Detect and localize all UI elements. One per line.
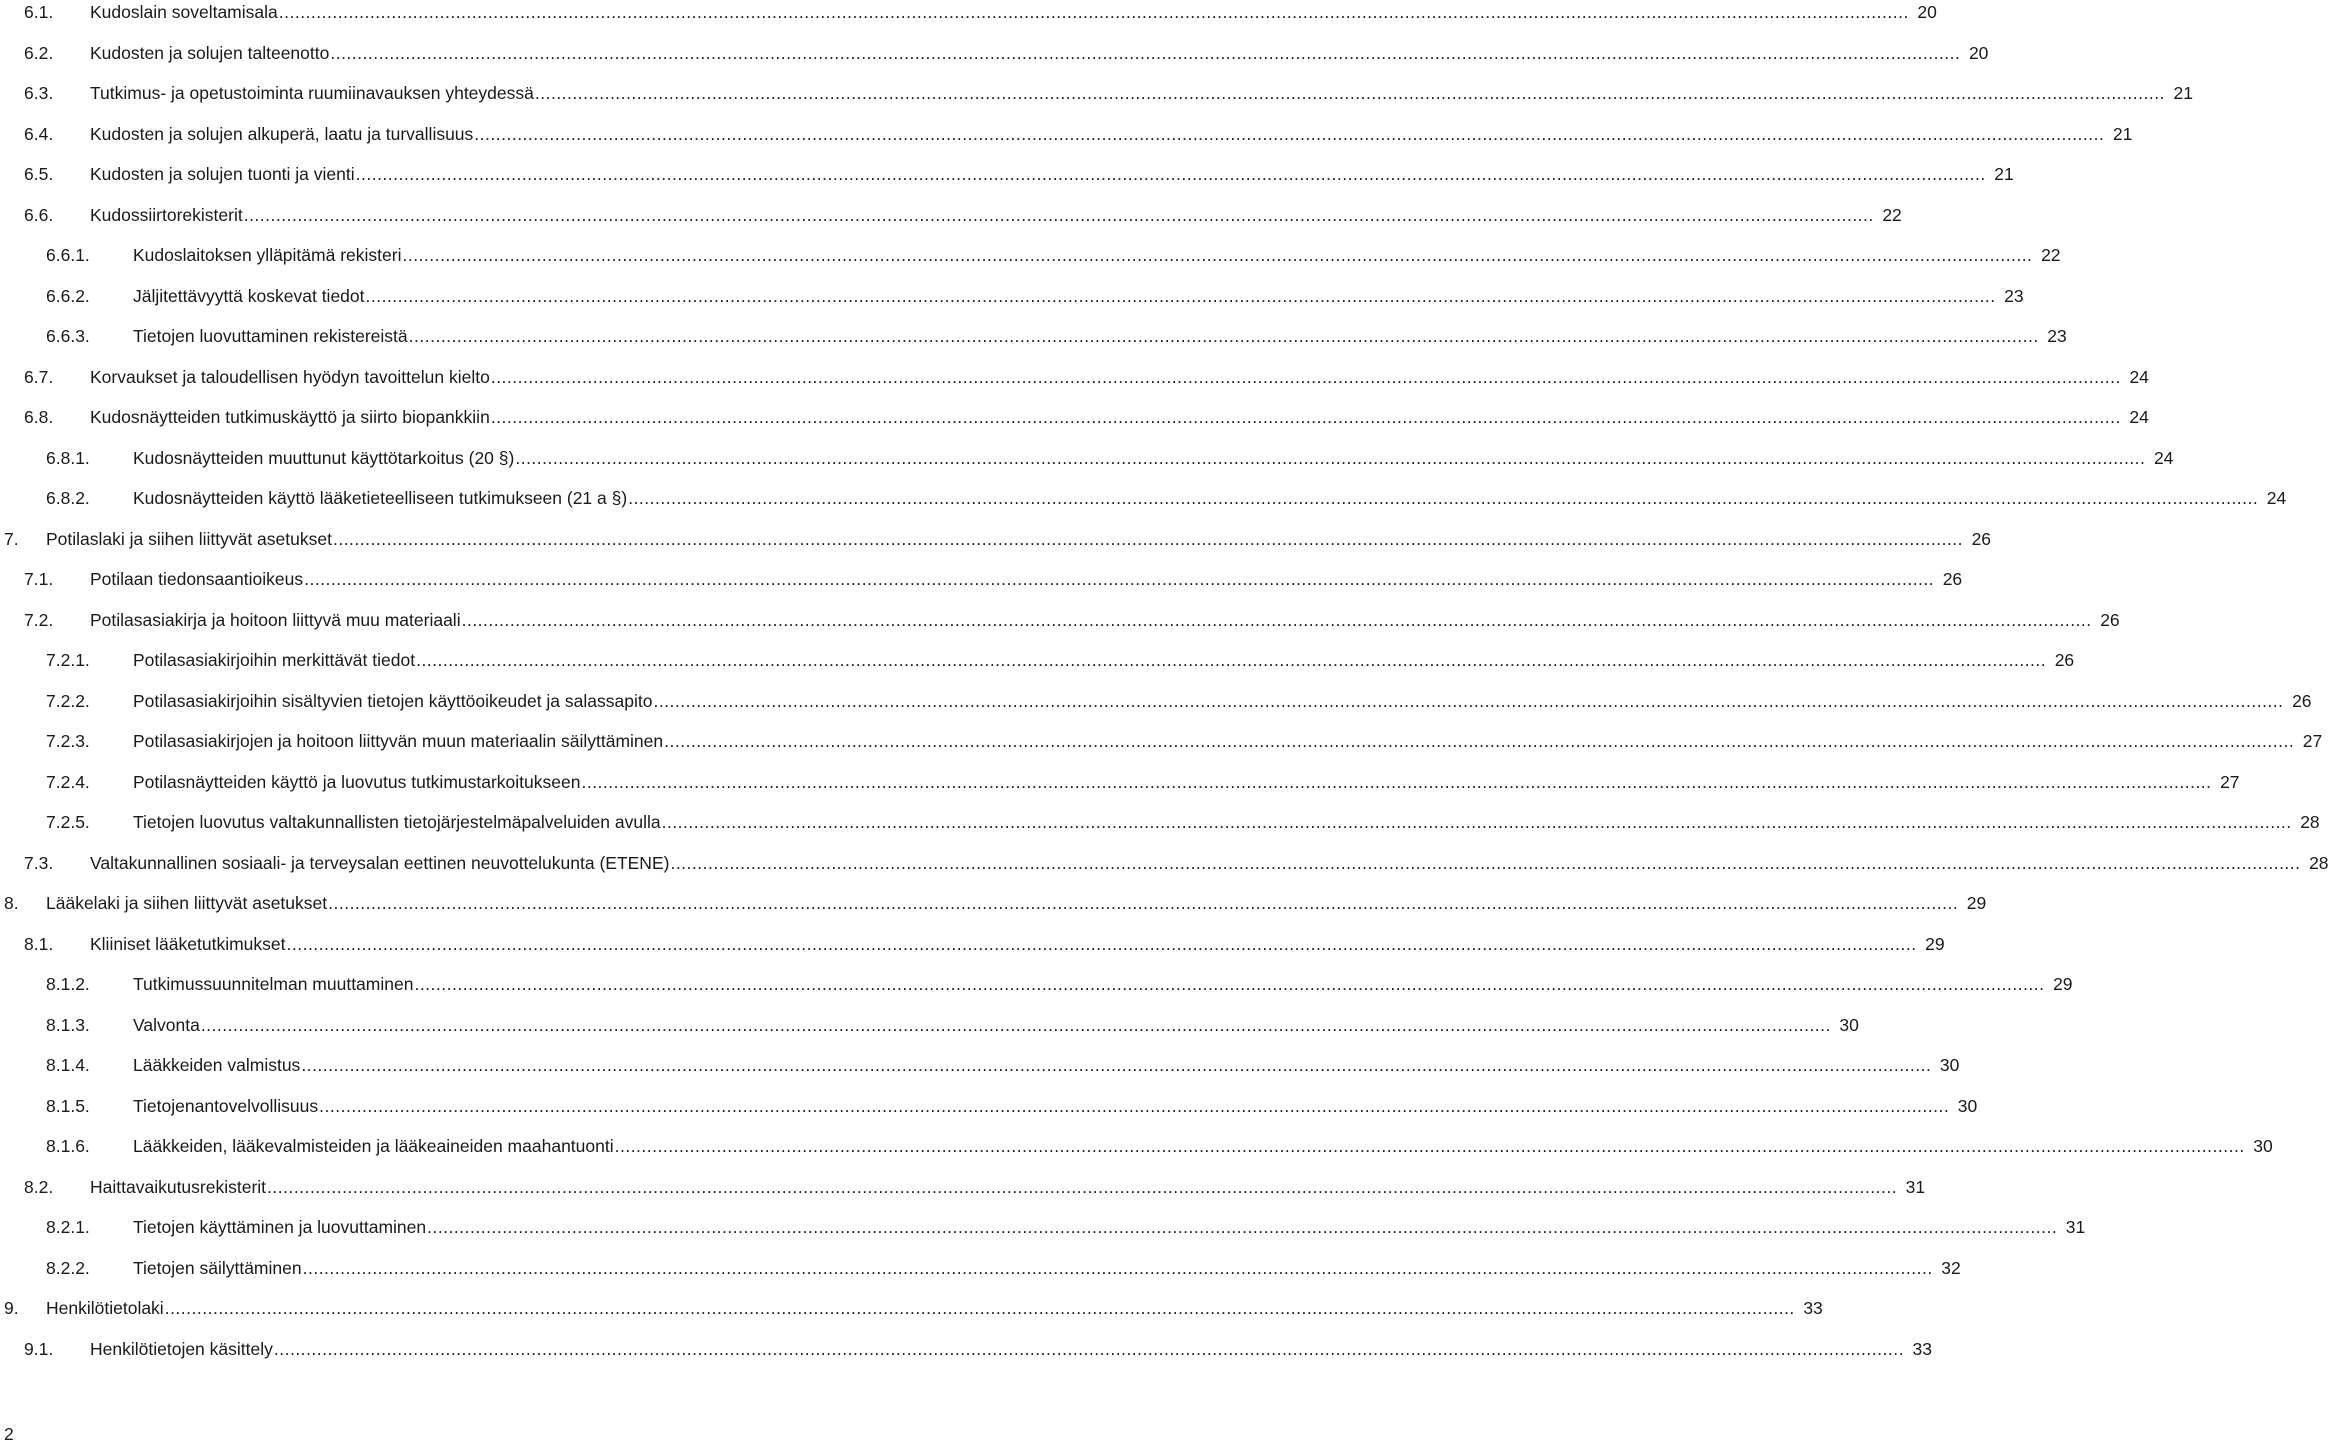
toc-entry-title: Kudoslaitoksen ylläpitämä rekisteri <box>133 245 402 265</box>
toc-entry-number: 8.2.2. <box>46 1257 90 1278</box>
toc-entry-number: 8.1.2. <box>46 974 90 994</box>
toc-entry-title: Tutkimussuunnitelman muuttaminen <box>133 974 414 994</box>
toc-entry-title: Tietojen säilyttäminen <box>133 1257 302 1278</box>
toc-dot-leader <box>414 970 2044 998</box>
toc-dot-leader <box>628 484 2258 512</box>
toc-entry-number: 6.8.1. <box>46 447 90 468</box>
toc-dot-leader <box>165 1294 1795 1322</box>
toc-entry-title: Tietojen luovutus valtakunnallisten tietojärjestelmäpalveluiden avulla <box>133 812 661 832</box>
toc-entry[interactable] <box>0 970 2073 998</box>
toc-entry-page: 21 <box>2112 123 2133 144</box>
toc-entry-number: 7.2.3. <box>46 731 90 751</box>
toc-entry-number: 6.7. <box>24 366 54 387</box>
toc-entry-page: 30 <box>1957 1095 1978 1116</box>
toc-entry-title: Kudossiirtorekisterit <box>90 204 243 225</box>
toc-dot-leader <box>670 849 2300 877</box>
toc-entry-number: 6.4. <box>24 123 54 144</box>
toc-entry-title: Tietojenantovelvollisuus <box>133 1095 319 1116</box>
toc-entry[interactable] <box>0 768 2240 796</box>
toc-entry-page: 24 <box>2266 488 2287 508</box>
toc-entry[interactable] <box>0 160 2014 188</box>
toc-entry[interactable] <box>0 39 1989 67</box>
toc-entry-number: 6.8.2. <box>46 488 90 508</box>
toc-entry-number: 6.6. <box>24 204 54 225</box>
toc-entry[interactable] <box>0 322 2067 350</box>
toc-entry-title: Kudosten ja solujen alkuperä, laatu ja turvallisuus <box>90 123 474 144</box>
toc-entry-page: 30 <box>1839 1014 1859 1035</box>
toc-entry-page: 26 <box>1942 569 1963 589</box>
toc-entry-title: Korvaukset ja taloudellisen hyödyn tavoittelun kielto <box>90 366 490 387</box>
toc-entry-title: Henkilötietolaki <box>46 1298 164 1318</box>
toc-entry-page: 32 <box>1941 1257 1961 1278</box>
toc-entry[interactable] <box>0 1011 1859 1039</box>
toc-entry-number: 8.1.4. <box>46 1055 90 1075</box>
toc-dot-leader <box>319 1092 1949 1120</box>
toc-entry-page: 24 <box>2153 447 2174 468</box>
toc-entry[interactable] <box>0 363 2149 391</box>
toc-entry-title: Kudosnäytteiden käyttö lääketieteelliseen tutkimukseen (21 a §) <box>133 488 628 508</box>
toc-entry[interactable] <box>0 201 1902 229</box>
toc-dot-leader <box>267 1173 1897 1201</box>
toc-entry[interactable] <box>0 606 2120 634</box>
toc-entry-title: Potilaan tiedonsaantioikeus <box>90 569 304 589</box>
toc-entry-page: 29 <box>1966 893 1987 913</box>
toc-entry-page: 33 <box>1803 1298 1823 1318</box>
toc-entry[interactable] <box>0 444 2174 472</box>
toc-entry[interactable] <box>0 1335 1932 1363</box>
toc-entry[interactable] <box>0 808 2320 836</box>
toc-entry-number: 8.1.3. <box>46 1014 90 1035</box>
toc-entry-page: 30 <box>1939 1055 1960 1075</box>
toc-entry-page: 20 <box>1968 42 1989 63</box>
toc-entry-page: 26 <box>2054 650 2075 670</box>
toc-entry-page: 31 <box>1905 1176 1926 1197</box>
toc-entry-title: Tietojen käyttäminen ja luovuttaminen <box>133 1217 427 1237</box>
toc-entry[interactable] <box>0 1254 1961 1282</box>
toc-entry-page: 30 <box>2253 1136 2273 1156</box>
toc-entry-number: 7.2.2. <box>46 690 90 711</box>
toc-entry[interactable] <box>0 1294 1823 1322</box>
toc-dot-leader <box>287 930 1917 958</box>
toc-entry-number: 8.2. <box>24 1176 54 1197</box>
toc-entry-title: Potilasasiakirja ja hoitoon liittyvä muu materiaali <box>90 609 461 630</box>
toc-dot-leader <box>462 606 2092 634</box>
toc-entry-page: 26 <box>1971 528 1992 549</box>
toc-entry-number: 6.6.2. <box>46 285 90 306</box>
toc-dot-leader <box>474 120 2104 148</box>
toc-entry-number: 8.2.1. <box>46 1217 90 1237</box>
toc-entry[interactable] <box>0 565 1963 593</box>
toc-entry-number: 7.2.1. <box>46 650 90 670</box>
toc-entry-page: 26 <box>2292 690 2312 711</box>
toc-entry-page: 33 <box>1912 1338 1932 1359</box>
toc-entry-page: 26 <box>2100 609 2120 630</box>
toc-entry-title: Jäljitettävyyttä koskevat tiedot <box>133 285 365 306</box>
toc-entry[interactable] <box>0 79 2193 107</box>
toc-dot-leader <box>664 727 2294 755</box>
toc-dot-leader <box>416 646 2046 674</box>
toc-entry[interactable] <box>0 1051 1960 1079</box>
toc-dot-leader <box>662 808 2292 836</box>
toc-entry[interactable] <box>0 1213 2086 1241</box>
toc-entry-number: 9. <box>4 1298 19 1318</box>
toc-entry-number: 6.3. <box>24 83 54 103</box>
toc-entry-page: 23 <box>2004 285 2024 306</box>
toc-dot-leader <box>402 241 2032 269</box>
toc-entry[interactable] <box>0 930 1945 958</box>
toc-dot-leader <box>653 687 2283 715</box>
toc-entry-page: 28 <box>2309 852 2329 873</box>
toc-entry[interactable] <box>0 241 2061 269</box>
toc-entry[interactable] <box>0 889 1987 917</box>
toc-entry-title: Kudosten ja solujen talteenotto <box>90 42 330 63</box>
toc-entry-number: 9.1. <box>24 1338 54 1359</box>
toc-entry-title: Tutkimus- ja opetustoiminta ruumiinavauksen yhteydessä <box>90 83 534 103</box>
toc-entry-title: Haittavaikutusrekisterit <box>90 1176 267 1197</box>
toc-entry[interactable] <box>0 1092 1978 1120</box>
toc-dot-leader <box>581 768 2211 796</box>
toc-entry-title: Lääkkeiden valmistus <box>133 1055 301 1075</box>
toc-dot-leader <box>201 1011 1831 1039</box>
toc-entry-title: Potilaslaki ja siihen liittyvät asetukset <box>46 528 332 549</box>
toc-dot-leader <box>491 403 2121 431</box>
toc-entry-title: Potilasnäytteiden käyttö ja luovutus tutkimustarkoitukseen <box>133 771 581 792</box>
toc-entry-title: Potilasasiakirjoihin merkittävät tiedot <box>133 650 416 670</box>
toc-entry-page: 29 <box>1925 933 1945 954</box>
toc-dot-leader <box>279 0 1909 26</box>
toc-dot-leader <box>333 525 1963 553</box>
toc-dot-leader <box>274 1335 1904 1363</box>
toc-entry-number: 6.8. <box>24 407 54 427</box>
toc-entry-page: 24 <box>2129 407 2149 427</box>
toc-entry-title: Kudosten ja solujen tuonti ja vienti <box>90 164 355 184</box>
toc-entry[interactable] <box>0 687 2312 715</box>
toc-dot-leader <box>366 282 1996 310</box>
toc-entry[interactable] <box>0 727 2323 755</box>
toc-entry-page: 27 <box>2302 731 2323 751</box>
toc-entry-title: Potilasasiakirjoihin sisältyvien tietojen käyttöoikeudet ja salassapito <box>133 690 653 711</box>
toc-entry-page: 22 <box>2041 245 2061 265</box>
toc-entry-number: 6.2. <box>24 42 54 63</box>
toc-entry[interactable] <box>0 403 2149 431</box>
toc-entry-page: 27 <box>2220 771 2240 792</box>
toc-entry-page: 20 <box>1917 2 1937 22</box>
toc-entry[interactable] <box>0 1132 2273 1160</box>
toc-entry-number: 6.6.1. <box>46 245 90 265</box>
toc-entry-title: Valtakunnallinen sosiaali- ja terveysalan eettinen neuvottelukunta (ETENE) <box>90 852 670 873</box>
toc-entry-number: 6.6.3. <box>46 326 90 346</box>
toc-entry-title: Potilasasiakirjojen ja hoitoon liittyvän muun materiaalin säilyttäminen <box>133 731 664 751</box>
toc-dot-leader <box>409 322 2039 350</box>
toc-entry-title: Valvonta <box>133 1014 200 1035</box>
toc-entry-title: Henkilötietojen käsittely <box>90 1338 273 1359</box>
toc-entry-title: Tietojen luovuttaminen rekistereistä <box>133 326 408 346</box>
toc-dot-leader <box>301 1051 1931 1079</box>
toc-dot-leader <box>515 444 2145 472</box>
toc-entry-page: 22 <box>1882 204 1902 225</box>
toc-entry[interactable] <box>0 484 2287 512</box>
toc-entry[interactable] <box>0 120 2133 148</box>
toc-dot-leader <box>303 1254 1933 1282</box>
toc-dot-leader <box>330 39 1960 67</box>
toc-entry-number: 7. <box>4 528 19 549</box>
toc-dot-leader <box>328 889 1958 917</box>
toc-entry-page: 28 <box>2300 812 2320 832</box>
toc-entry-page: 29 <box>2053 974 2073 994</box>
toc-entry-page: 24 <box>2129 366 2149 387</box>
toc-entry[interactable] <box>0 849 2329 877</box>
toc-dot-leader <box>244 201 1874 229</box>
toc-entry-page: 23 <box>2047 326 2067 346</box>
toc-dot-leader <box>615 1132 2245 1160</box>
toc-entry-number: 8.1.6. <box>46 1136 90 1156</box>
toc-entry[interactable] <box>0 1173 1926 1201</box>
toc-dot-leader <box>427 1213 2057 1241</box>
toc-entry-page: 31 <box>2065 1217 2086 1237</box>
toc-dot-leader <box>304 565 1934 593</box>
toc-entry[interactable] <box>0 0 1937 26</box>
toc-dot-leader <box>491 363 2121 391</box>
toc-entry-title: Lääkelaki ja siihen liittyvät asetukset <box>46 893 328 913</box>
toc-entry-number: 7.1. <box>24 569 54 589</box>
toc-entry[interactable] <box>0 282 2024 310</box>
toc-entry-page: 21 <box>2173 83 2193 103</box>
toc-entry-title: Kliiniset lääketutkimukset <box>90 933 286 954</box>
toc-entry-title: Kudosnäytteiden tutkimuskäyttö ja siirto biopankkiin <box>90 407 490 427</box>
toc-dot-leader <box>356 160 1986 188</box>
toc-entry-title: Lääkkeiden, lääkevalmisteiden ja lääkeaineiden maahantuonti <box>133 1136 614 1156</box>
toc-entry-number: 8.1.5. <box>46 1095 90 1116</box>
toc-dot-leader <box>535 79 2165 107</box>
toc-entry-number: 6.5. <box>24 164 54 184</box>
toc-entry-number: 8.1. <box>24 933 54 954</box>
toc-entry-number: 7.2. <box>24 609 54 630</box>
toc-entry-number: 7.2.5. <box>46 812 90 832</box>
toc-entry-page: 21 <box>1994 164 2014 184</box>
toc-entry[interactable] <box>0 525 1992 553</box>
toc-entry-number: 6.1. <box>24 2 54 22</box>
toc-entry-title: Kudosnäytteiden muuttunut käyttötarkoitus (20 §) <box>133 447 515 468</box>
toc-entry-title: Kudoslain soveltamisala <box>90 2 278 22</box>
toc-entry-number: 7.3. <box>24 852 54 873</box>
toc-entry-number: 8. <box>4 893 19 913</box>
page-number: 2 <box>4 1424 14 1444</box>
toc-entry[interactable] <box>0 646 2075 674</box>
toc-entry-number: 7.2.4. <box>46 771 90 792</box>
